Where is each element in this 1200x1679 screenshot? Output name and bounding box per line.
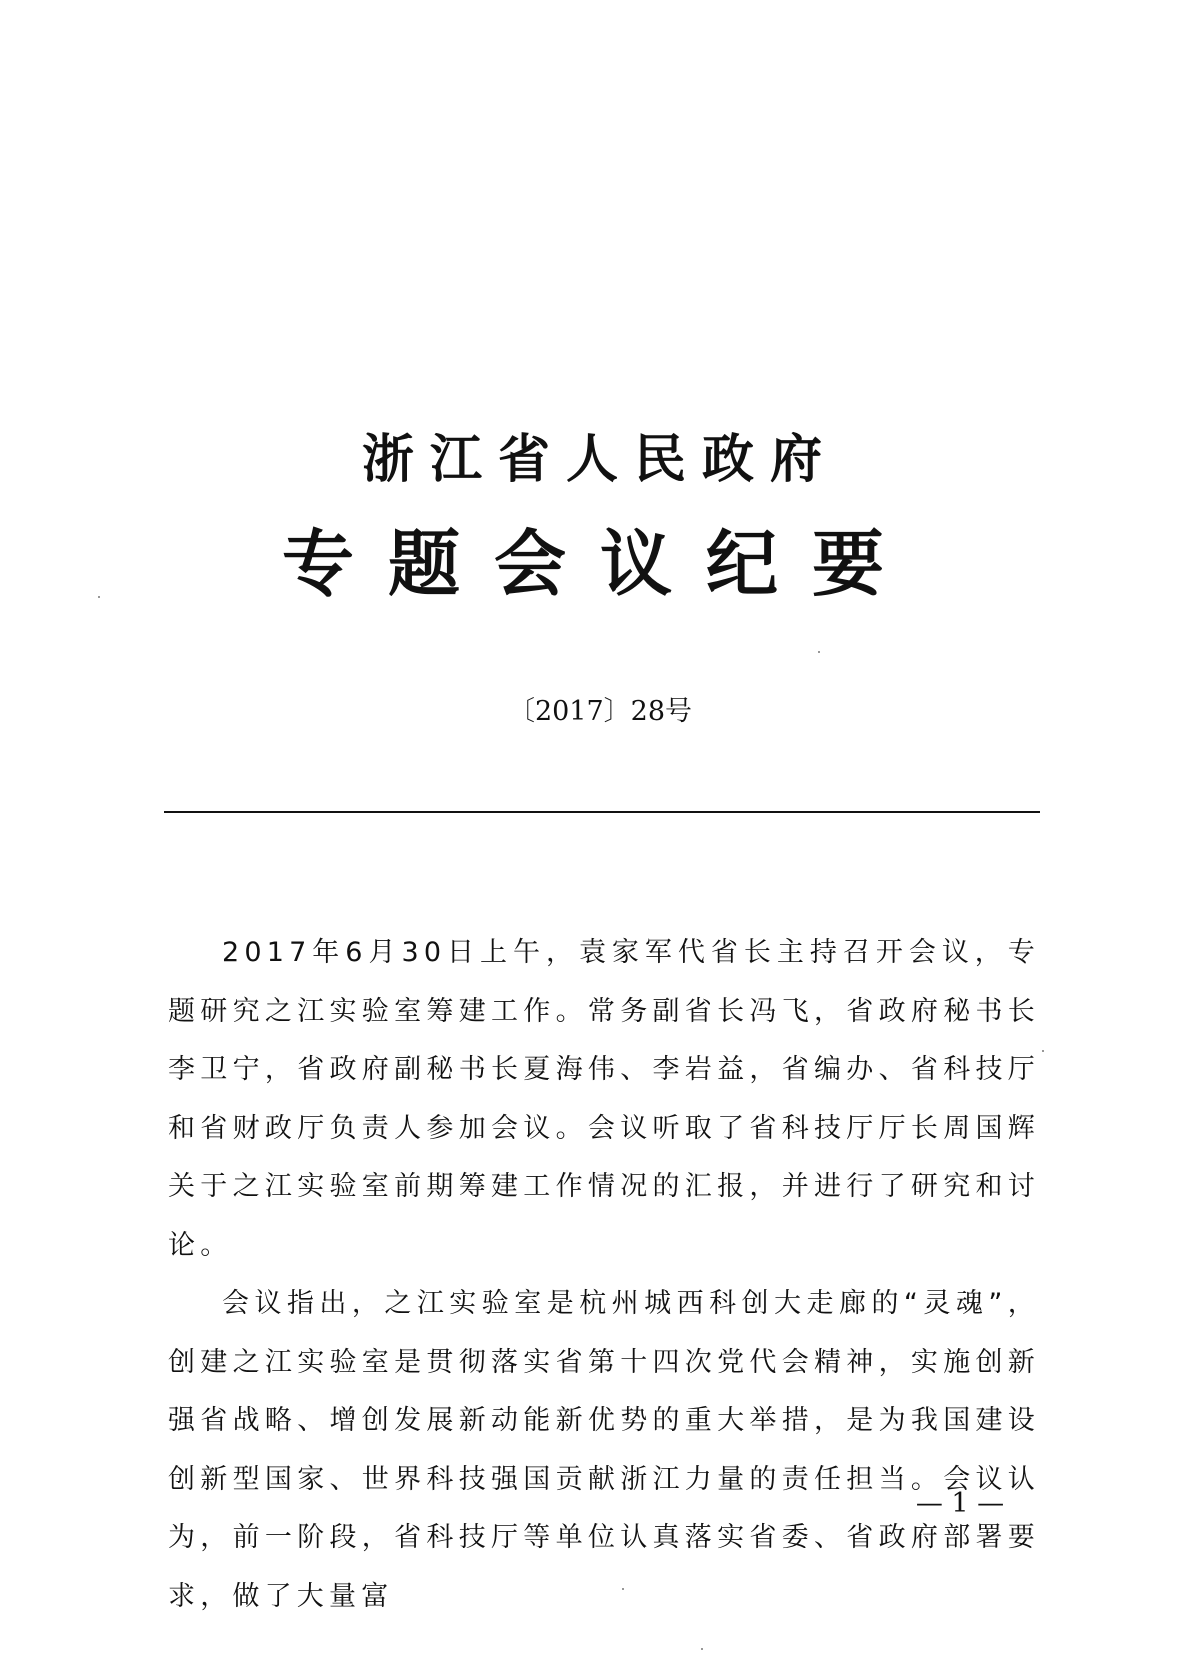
document-number: 〔2017〕28号 — [507, 696, 693, 727]
scan-speck — [701, 1648, 703, 1650]
page-number: — 1 — — [915, 1488, 1005, 1519]
scan-speck — [98, 596, 100, 598]
document-type-title: 专题会议纪要 — [281, 522, 918, 606]
scan-speck — [1042, 1050, 1044, 1052]
scan-speck — [818, 651, 820, 653]
scan-speck — [622, 1588, 624, 1590]
header-divider — [164, 811, 1040, 813]
issuer-title: 浙江省人民政府 — [361, 429, 838, 490]
body-paragraph: 2017年6月30日上午，袁家军代省长主持召开会议，专题研究之江实验室筹建工作。常务副省长冯飞，省政府秘书长李卫宁，省政府副秘书长夏海伟、李岩益，省编办、省科技厅和省财政厅负责人参加会议。会议听取了省科技厅厅长周国辉关于之江实验室前期筹建工作情况的汇报，并进行了研究和讨论。 — [168, 937, 1040, 1261]
body-paragraph: 会议指出，之江实验室是杭州城西科创大走廊的“灵魂”，创建之江实验室是贯彻落实省第十四次党代会精神，实施创新强省战略、增创发展新动能新优势的重大举措，是为我国建设创新型国家、世界科技强国贡献浙江力量的责任担当。会议认为，前一阶段，省科技厅等单位认真落实省委、省政府部署要求，做了大量富 — [168, 1288, 1040, 1612]
